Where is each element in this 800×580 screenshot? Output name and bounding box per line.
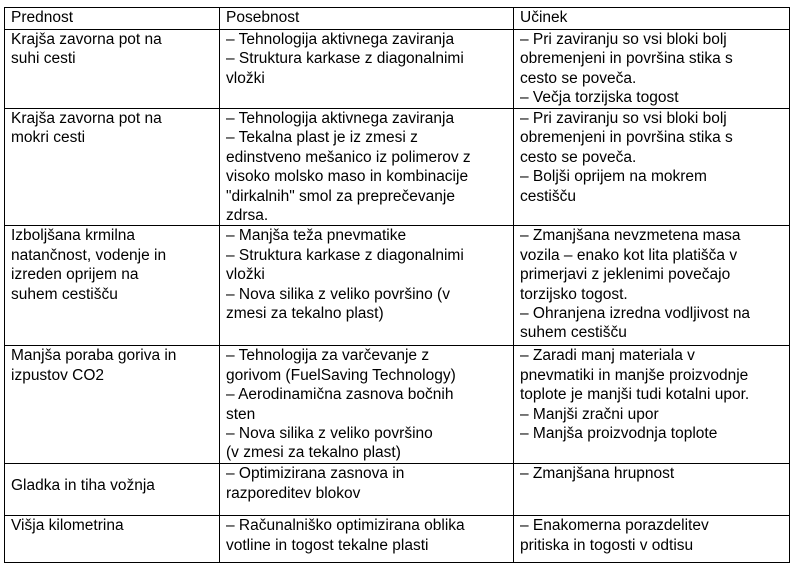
table-row <box>5 226 790 346</box>
header-feature: Posebnost <box>220 8 514 30</box>
cell-text-line: – Manjša proizvodnja toplote <box>520 425 718 443</box>
effect-cell <box>514 346 790 464</box>
cell-text-line: – Tehnologija aktivnega zaviranja <box>226 31 455 48</box>
feature-cell <box>220 516 514 563</box>
cell-text-line: votline in togost tekalne plasti <box>226 536 429 554</box>
effect-cell <box>514 516 790 563</box>
cell-text-line: torzijsko togost. <box>520 285 628 303</box>
cell-text-line: obremenjeni in površina stika s <box>520 129 733 147</box>
cell-text-line: cestišču <box>520 187 576 205</box>
cell-text-line: – Struktura karkase z diagonalnimi <box>226 246 464 264</box>
cell-text-line: – Aerodinamična zasnova bočnih <box>226 386 454 404</box>
cell-text-line: vložki <box>226 69 265 87</box>
cell-text-line: natančnost, vodenje in <box>11 246 167 264</box>
cell-text-line: pritiska in togosti v odtisu <box>520 536 694 554</box>
cell-text-line: – Manjša teža pnevmatike <box>226 227 407 245</box>
cell-text-line: Gladka in tiha vožnja <box>11 477 155 495</box>
cell-text-line: visoko molsko maso in kombinacije <box>226 168 469 186</box>
advantage-cell <box>5 346 220 464</box>
advantage-cell <box>5 109 220 226</box>
table-row <box>5 464 790 516</box>
cell-text-line: vložki <box>226 266 265 284</box>
effect-cell <box>514 109 790 226</box>
cell-text-line: – Pri zaviranju so vsi bloki bolj <box>520 31 727 48</box>
cell-text-line: – Pri zaviranju so vsi bloki bolj <box>520 110 727 127</box>
table-row <box>5 30 790 109</box>
cell-text-line: obremenjeni in površina stika s <box>520 50 733 68</box>
table-row <box>5 346 790 464</box>
cell-text-line: – Tehnologija za varčevanje z <box>226 347 430 365</box>
header-advantage: Prednost <box>5 8 220 30</box>
cell-text-line: – Boljši oprijem na mokrem <box>520 168 707 186</box>
cell-text-line: zmesi za tekalno plast) <box>226 305 384 323</box>
cell-text-line: "dirkalnih" smol za preprečevanje <box>226 187 455 205</box>
cell-text-line: – Večja torzijska togost <box>520 89 679 107</box>
cell-text-line: – Zmanjšana hrupnost <box>520 465 675 483</box>
cell-text-line: – Zmanjšana nevzmetena masa <box>520 227 741 245</box>
advantage-cell <box>5 516 220 563</box>
cell-text-line: vozila – enako kot lita platišča v <box>520 246 738 264</box>
feature-cell <box>220 346 514 464</box>
cell-text-line: Višja kilometrina <box>11 517 124 535</box>
cell-text-line: – Zaradi manj materiala v <box>520 347 695 365</box>
header-row <box>5 8 790 30</box>
cell-text-line: Izboljšana krmilna <box>11 227 136 245</box>
cell-text-line: mokri cesti <box>11 129 86 147</box>
comparison-table <box>4 7 790 563</box>
cell-text-line: suhem cestišču <box>520 324 627 342</box>
cell-text-line: zdrsa. <box>226 207 269 225</box>
advantage-cell <box>5 30 220 109</box>
header-effect: Učinek <box>514 8 790 30</box>
cell-text-line: – Optimizirana zasnova in <box>226 465 405 483</box>
cell-text-line: (v zmesi za tekalno plast) <box>226 444 401 462</box>
cell-text-line: – Računalniško optimizirana oblika <box>226 517 465 535</box>
cell-text-line: cesto se poveča. <box>520 69 637 87</box>
cell-text-line: izpustov CO2 <box>11 366 105 384</box>
cell-text-line: gorivom (FuelSaving Technology) <box>226 366 456 384</box>
feature-cell <box>220 464 514 516</box>
cell-text-line: Krajša zavorna pot na <box>11 31 162 48</box>
effect-cell <box>514 226 790 346</box>
cell-text-line: primerjavi z jeklenimi povečajo <box>520 266 731 284</box>
cell-text-line: – Tehnologija aktivnega zaviranja <box>226 110 455 127</box>
cell-text-line: razporeditev blokov <box>226 484 361 502</box>
effect-cell <box>514 464 790 516</box>
cell-text-line: sten <box>226 405 256 423</box>
feature-cell <box>220 226 514 346</box>
cell-text-line: – Struktura karkase z diagonalnimi <box>226 50 464 68</box>
feature-cell <box>220 30 514 109</box>
cell-text-line: pnevmatiki in manjše proizvodnje <box>520 366 749 384</box>
cell-text-line: Manjša poraba goriva in <box>11 347 177 365</box>
cell-text-line: suhi cesti <box>11 50 76 68</box>
cell-text-line: – Manjši zračni upor <box>520 405 659 423</box>
cell-text-line: – Ohranjena izredna vodljivost na <box>520 305 751 323</box>
table-row <box>5 516 790 563</box>
cell-text-line: cesto se poveča. <box>520 148 637 166</box>
table-row <box>5 109 790 226</box>
cell-text-line: Krajša zavorna pot na <box>11 110 162 127</box>
cell-text-line: – Nova silika z veliko površino (v <box>226 285 450 303</box>
cell-text-line: – Tekalna plast je iz zmesi z <box>226 129 418 147</box>
feature-cell <box>220 109 514 226</box>
advantage-cell <box>5 464 220 516</box>
effect-cell <box>514 30 790 109</box>
cell-text-line: izreden oprijem na <box>11 266 139 284</box>
cell-text-line: suhem cestišču <box>11 285 118 303</box>
advantage-cell <box>5 226 220 346</box>
cell-text-line: edinstveno mešanico iz polimerov z <box>226 148 471 166</box>
cell-text-line: toplote je manjši tudi kotalni upor. <box>520 386 750 404</box>
cell-text-line: – Nova silika z veliko površino <box>226 425 433 443</box>
cell-text-line: – Enakomerna porazdelitev <box>520 517 709 535</box>
